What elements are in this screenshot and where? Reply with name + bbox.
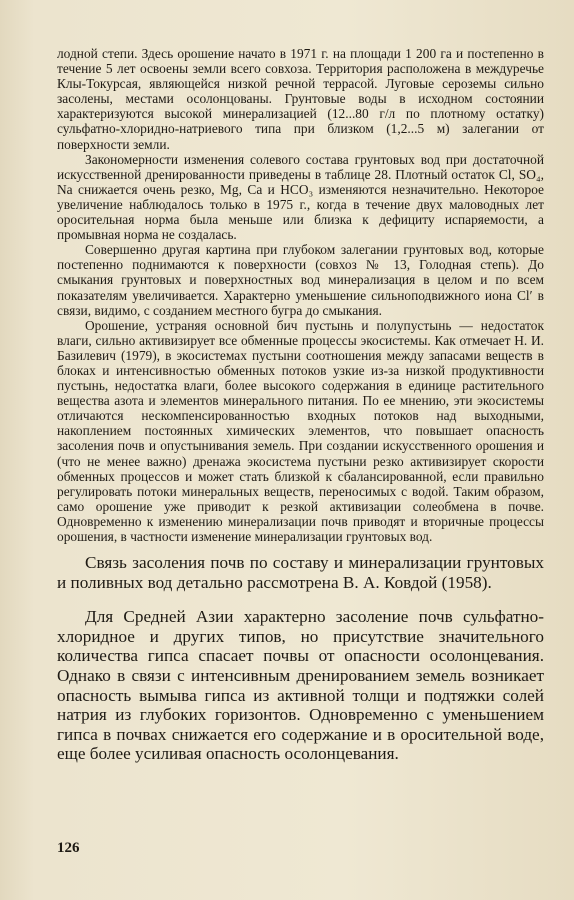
paragraph-continued: лодной степи. Здесь орошение начато в 1971 г. на площади 1 200 га и постепенно в течение 5 лет освоены земли всего совхоза. Территория расположена в междуречье Клы-Токурсая, являющейся низкой речной террасой. Луговые сероземы сильно засолены, местами осолонцованы. Грунтовые воды в исходном состоянии характеризуются высокой минерализацией (12...80 г/л по плотному остатку) сульфатно-хлоридно-натриевого типа при близком (1,2...5 м) залегании от поверхности земли.	[57, 46, 544, 152]
paragraph-groundwater-regularities: Закономерности изменения солевого состава грунтовых вод при достаточной искусственной дренированности приведены в таблице 28. Плотный остаток Cl, SO₄, Na снижается очень резко, Mg, Ca и HCO₃ изменяются незначительно. Некоторое увеличение наблюдалось только в 1975 г., когда в течение двух маловодных лет оросительная норма была меньше или близка к дефициту испаряемости, а промывная норма не создалась.	[57, 151, 544, 243]
large-print-section	[57, 553, 544, 764]
small-print-section	[57, 46, 544, 544]
paragraph-irrigation-ecosystem: Орошение, устраняя основной бич пустынь и полупустынь — недостаток влаги, сильно активизирует все обменные процессы экосистемы. Как отмечает Н. И. Базилевич (1979), в экосистемах пустыни соотношения между запасами веществ в блоках и интенсивностью обменных потоков узкие из-за низкой продуктивности пустынь, недостатка влаги, более высокого содержания в единице растительного вещества азота и элементов минерального питания. По ее мнению, эти экосистемы отличаются нескомпенсированностью входных потоков над выходными, накоплением постоянных химических элементов, что повышает опасность засоления почв и опустынивания земель. При создании искусственного орошения и (что не менее важно) дренажа экосистема пустыни резко активизирует скорости обменных процессов и может стать близкой к сбалансированной, если правильно регулировать потоки минеральных веществ, переносимых с водой. Таким образом, само орошение уже приводит к резкой активизации солеобмена в почве. Одновременно к изменению минерализации почв приводят и вторичные процессы орошения, в частности изменение минерализации грунтовых вод.	[57, 317, 544, 544]
paragraph-deep-groundwater: Совершенно другая картина при глубоком залегании грунтовых вод, которые постепенно поднимаются к поверхности (совхоз № 13, Голодная степь). До смыкания грунтовых и поверхностных вод минерализация в целом и по всем показателям увеличивается. Характерно уменьшение сильноподвижного иона Cl′ в связи, видимо, с созданием местного бугра до смыкания.	[57, 242, 544, 318]
paragraph-kovda: Связь засоления почв по составу и минерализации грунтовых и поливных вод детально рассмотрена В. А. Ковдой (1958).	[57, 553, 544, 592]
paragraph-central-asia: Для Средней Азии характерно засоление почв сульфатно-хлоридное и других типов, но присутствие значительного количества гипса спасает почвы от опасности осолонцевания. Однако в связи с интенсивным дренированием земель возникает опасность вымыва гипса из активной толщи и подтяжки солей натрия из глубоких горизонтов. Одновременно с уменьшением гипса в почвах снижается его содержание и в оросительной воде, еще более усиливая опасность осолонцевания.	[57, 607, 544, 764]
page-number: 126	[57, 840, 80, 856]
